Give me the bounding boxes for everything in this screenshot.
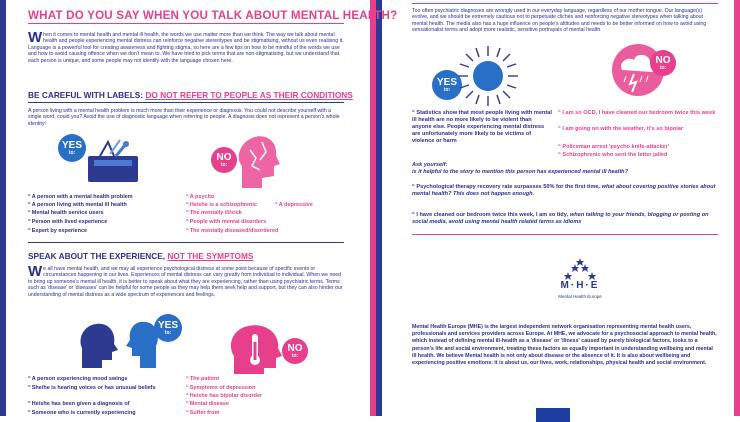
no-badge-3 [650, 50, 676, 76]
intro-text: hen it comes to mental health and mental ill health, the words we use matter more than we think. The way we talk about mental health and people experiencing mental distress can reinforce negative stereotypes and be stigmatising, without us even realising it. Language is a powerful tool for creating awareness and fighting stigma, so here are a few tips on how to be mindful of the words we use and how to avoid causing offence when we don't mean to. We have tried to pick terms that are non-stigmatising, but we understand that each person is unique, and some people may not identify with the language chosen here. [28, 32, 344, 64]
intro-dropcap: W [28, 29, 43, 46]
labels-title-prefix: BE CAREFUL WITH LABELS: [28, 90, 146, 100]
ask-yourself-text: is it helpful to the story to mention this person has experienced mental ill health? [412, 169, 629, 175]
yes-badge-2 [154, 314, 182, 342]
right-page [412, 0, 718, 416]
labels-yes-item: “Person with lived experience [28, 219, 108, 225]
labels-section-title [28, 90, 353, 100]
left-edge-bar [0, 0, 6, 416]
right-no-text: Policeman arrest 'psycho knife-attacker' [562, 144, 670, 150]
right-no-item: “ I am going on with the weather, it's so bipolar [558, 126, 684, 132]
no-badge-label: NO [655, 54, 671, 66]
about-mhe-text: Mental Health Europe (MHE) is the largest independent network organisation representing mental health users, professionals and services providers across Europe. At MHE, we advocate for a psychosocial approach to mental health, which instead of defining mental ill-health as a 'disease' or 'illness' caused by purely biological factors, looks to a person's life and social environment, treating these factors as equally important in understanding wellbeing and mental ill health. We believe Mental health is not only about disease or the absence of it. It is also about wellbeing and experiencing positive emotions: it is about us, our lives, work, relationships, physical health and social environment. [412, 324, 717, 367]
labels-divider [28, 102, 344, 103]
left-page [28, 0, 398, 416]
psych-therapy-note: “ Psychological therapy recovery rate surpasses 50% for the first time, what about covering positive stories about mental health? This does not happen enough. [412, 184, 716, 197]
logo-divider [412, 234, 718, 235]
experience-yes-item: “He/she has been given a diagnosis of [28, 401, 130, 407]
labels-no-item: “The mentally ill/sick [186, 210, 242, 216]
stars-icon [562, 258, 598, 280]
mhe-logo [540, 258, 620, 308]
title-underline [28, 23, 344, 24]
experience-paragraph [28, 263, 344, 298]
right-no-item: “ I am so OCD, I have cleaned our bedroom twice this week [558, 110, 716, 116]
right-no-item: “ Schizophrenic who sent the letter jailed [558, 152, 668, 158]
experience-dropcap: W [28, 263, 43, 280]
page-title [28, 9, 397, 22]
labels-no-text: The mentally ill/sick [189, 210, 242, 216]
labels-yes-item: “A person living with mental ill health [28, 202, 127, 208]
labels-yes-item: “Expert by experience [28, 228, 88, 234]
yes-badge-sub: to: [68, 149, 76, 156]
right-edge-bar [734, 0, 740, 416]
experience-yes-text: She/he is hearing voices or has unusual beliefs [31, 385, 156, 391]
top-divider [412, 3, 718, 4]
yes-badge-sub: to: [443, 86, 451, 93]
experience-no-item: “Mental disease [186, 401, 229, 407]
experience-title-highlight: NOT THE SYMPTOMS [167, 251, 254, 261]
bedroom-suffix-text: , when talking to your friends, blogging or posting on social media, avoid using mental health related terms as idioms [412, 212, 709, 225]
experience-title-prefix: SPEAK ABOUT THE EXPERIENCE, [28, 251, 168, 261]
labels-no-text: The mentally diseased/disordered [189, 228, 279, 234]
experience-no-item: “Symptoms of depression [186, 385, 256, 391]
experience-text: e all have mental health, and we may all experience psychological distress at some point because of specific events or circumstances happening in our lives. Experiences of mental distress can vary greatly from individual to individual. When we need to bring up someone's mental ill health, it is better to speak about what they are experiencing, rather than using psychiatric terms. Terms such as 'disease' or 'diseases' can be helpful for some people as they may help them seek help and support, but they can also hinder our understanding of mental distress as a wide spectrum of experiences and feelings. [28, 266, 343, 298]
psych-suffix-text: , what about covering positive stories about mental health? This does not happen enough. [412, 184, 716, 197]
labels-yes-item: “Mental health service users [28, 210, 104, 216]
experience-no-text: He/she has bipolar disorder [189, 393, 263, 399]
labels-yes-text: Person with lived experience [31, 219, 108, 225]
experience-section-title [28, 251, 253, 261]
experience-yes-text: A person experiencing mood swings [31, 376, 128, 382]
yes-badge-label: YES [157, 319, 178, 331]
labels-yes-item: “A person with a mental health problem [28, 194, 133, 200]
ask-yourself-label: Ask yourself: [412, 162, 448, 168]
page-title-text: WHAT DO YOU SAY WHEN YOU TALK ABOUT MENTAL HEALTH? [28, 9, 398, 22]
experience-yes-item: “She/he is hearing voices or has unusual beliefs [28, 385, 156, 391]
labels-title-highlight: DO NOT REFER TO PEOPLE AS THEIR CONDITIONS [145, 90, 353, 100]
right-no-text: Schizophrenic who sent the letter jailed [562, 152, 668, 158]
experience-yes-item: “A person experiencing mood swings [28, 376, 128, 382]
right-intro-text: Too often psychiatric diagnoses are wrongly used in our everyday language, regardless of our mother tongue. Our language(s) evolve, and we should be extremely cautious not to perpetuate clichés and reinforcing negative stereotypes when talking about mental health. The media also has a huge influence on people's attitudes and needs to be better informed on how to avoid using sensationalist terms and adopt more realistic, sensitive portrayals of mental health. [412, 8, 707, 34]
labels-no-item: “He/she is a schizophrenic [186, 202, 257, 208]
right-no-item: “ Policeman arrest 'psycho knife-attacker' [558, 144, 670, 150]
experience-no-text: Suffer from [189, 410, 220, 416]
head-silhouette-icon [232, 130, 284, 190]
no-badge-label: NO [216, 151, 232, 163]
no-badge-sub: to: [659, 64, 667, 71]
yes-badge-label: YES [436, 76, 457, 88]
no-badge-sub: to: [220, 161, 228, 168]
experience-no-text: Mental disease [189, 401, 229, 407]
talking-heads-icon [80, 312, 160, 368]
labels-yes-text: A person living with mental ill health [31, 202, 127, 208]
eu-flag-icon [536, 408, 570, 422]
experience-yes-text: He/she has been given a diagnosis of [31, 401, 130, 407]
experience-no-text: Symptoms of depression [189, 385, 256, 391]
labels-no-text: People with mental disorders [189, 219, 267, 225]
yes-badge-label: YES [61, 139, 82, 151]
thermometer-head-icon [228, 318, 288, 374]
right-no-text: I am so OCD, I have cleaned our bedroom twice this week [562, 110, 716, 116]
labels-paragraph: A person living with a mental health problem is much more than their experience or diagnosis. You could not describe yourself with a single word, could you? Avoid the use of diagnostic language when referring to people. A diagnosis does not represent a person's whole identity! [28, 108, 340, 127]
labels-no-item: “People with mental disorders [186, 219, 267, 225]
no-badge-sub: to: [291, 352, 299, 359]
labels-yes-text: Expert by experience [31, 228, 88, 234]
logo-wordmark: M·H·E [560, 280, 600, 291]
labels-no-text: He/she is a schizophrenic [189, 202, 257, 208]
experience-no-item: “The patient [186, 376, 220, 382]
bedroom-quote-text: I have cleaned our bedroom twice this week, I am so tidy [416, 212, 567, 218]
labels-yes-text: A person with a mental health problem [31, 194, 133, 200]
experience-no-item: “Suffer from [186, 410, 220, 416]
right-no-text: I am going on with the weather, it's so bipolar [562, 126, 684, 132]
experience-no-text: The patient [189, 376, 220, 382]
labels-no-item: “The mentally diseased/disordered [186, 228, 279, 234]
labels-no-text: A depressive [278, 202, 313, 208]
section-divider [28, 242, 344, 243]
labels-no-text: A psycho [189, 194, 215, 200]
labels-no-item: “A psycho [186, 194, 215, 200]
intro-paragraph [28, 29, 344, 64]
no-badge-2 [282, 338, 308, 364]
center-navy-bar [376, 0, 382, 416]
experience-yes-text: Someone who is currently experiencing [31, 410, 136, 416]
statistics-quote: “ Statistics show that most people living with mental ill health are no more likely to be violent than anyone else. People experiencing mental distress are unfortunately more likely to be victims of violence or harm [412, 110, 552, 144]
experience-no-item: “He/she has bipolar disorder [186, 393, 263, 399]
labels-no-item: “A depressive [275, 202, 313, 208]
no-badge-label: NO [287, 342, 303, 354]
toolbox-icon [80, 138, 150, 186]
psych-quote-text: Psychological therapy recovery rate surpasses 50% for the first time [416, 184, 599, 190]
labels-yes-text: Mental health service users [31, 210, 104, 216]
experience-yes-item: “Someone who is currently experiencing [28, 410, 136, 416]
sun-icon [456, 44, 520, 108]
logo-subtitle: Mental Health Europe [558, 294, 602, 299]
statistics-quote-text: Statistics show that most people living with mental ill health are no more likely to be violent than anyone else. People experiencing mental distress are unfortunately more likely to be victims of violence or harm [412, 110, 552, 144]
bedroom-note: “ I have cleaned our bedroom twice this week, I am so tidy, when talking to your friends, blogging or posting on social media, avoid using mental health related terms as idioms [412, 212, 709, 225]
yes-badge-sub: to: [164, 329, 172, 336]
